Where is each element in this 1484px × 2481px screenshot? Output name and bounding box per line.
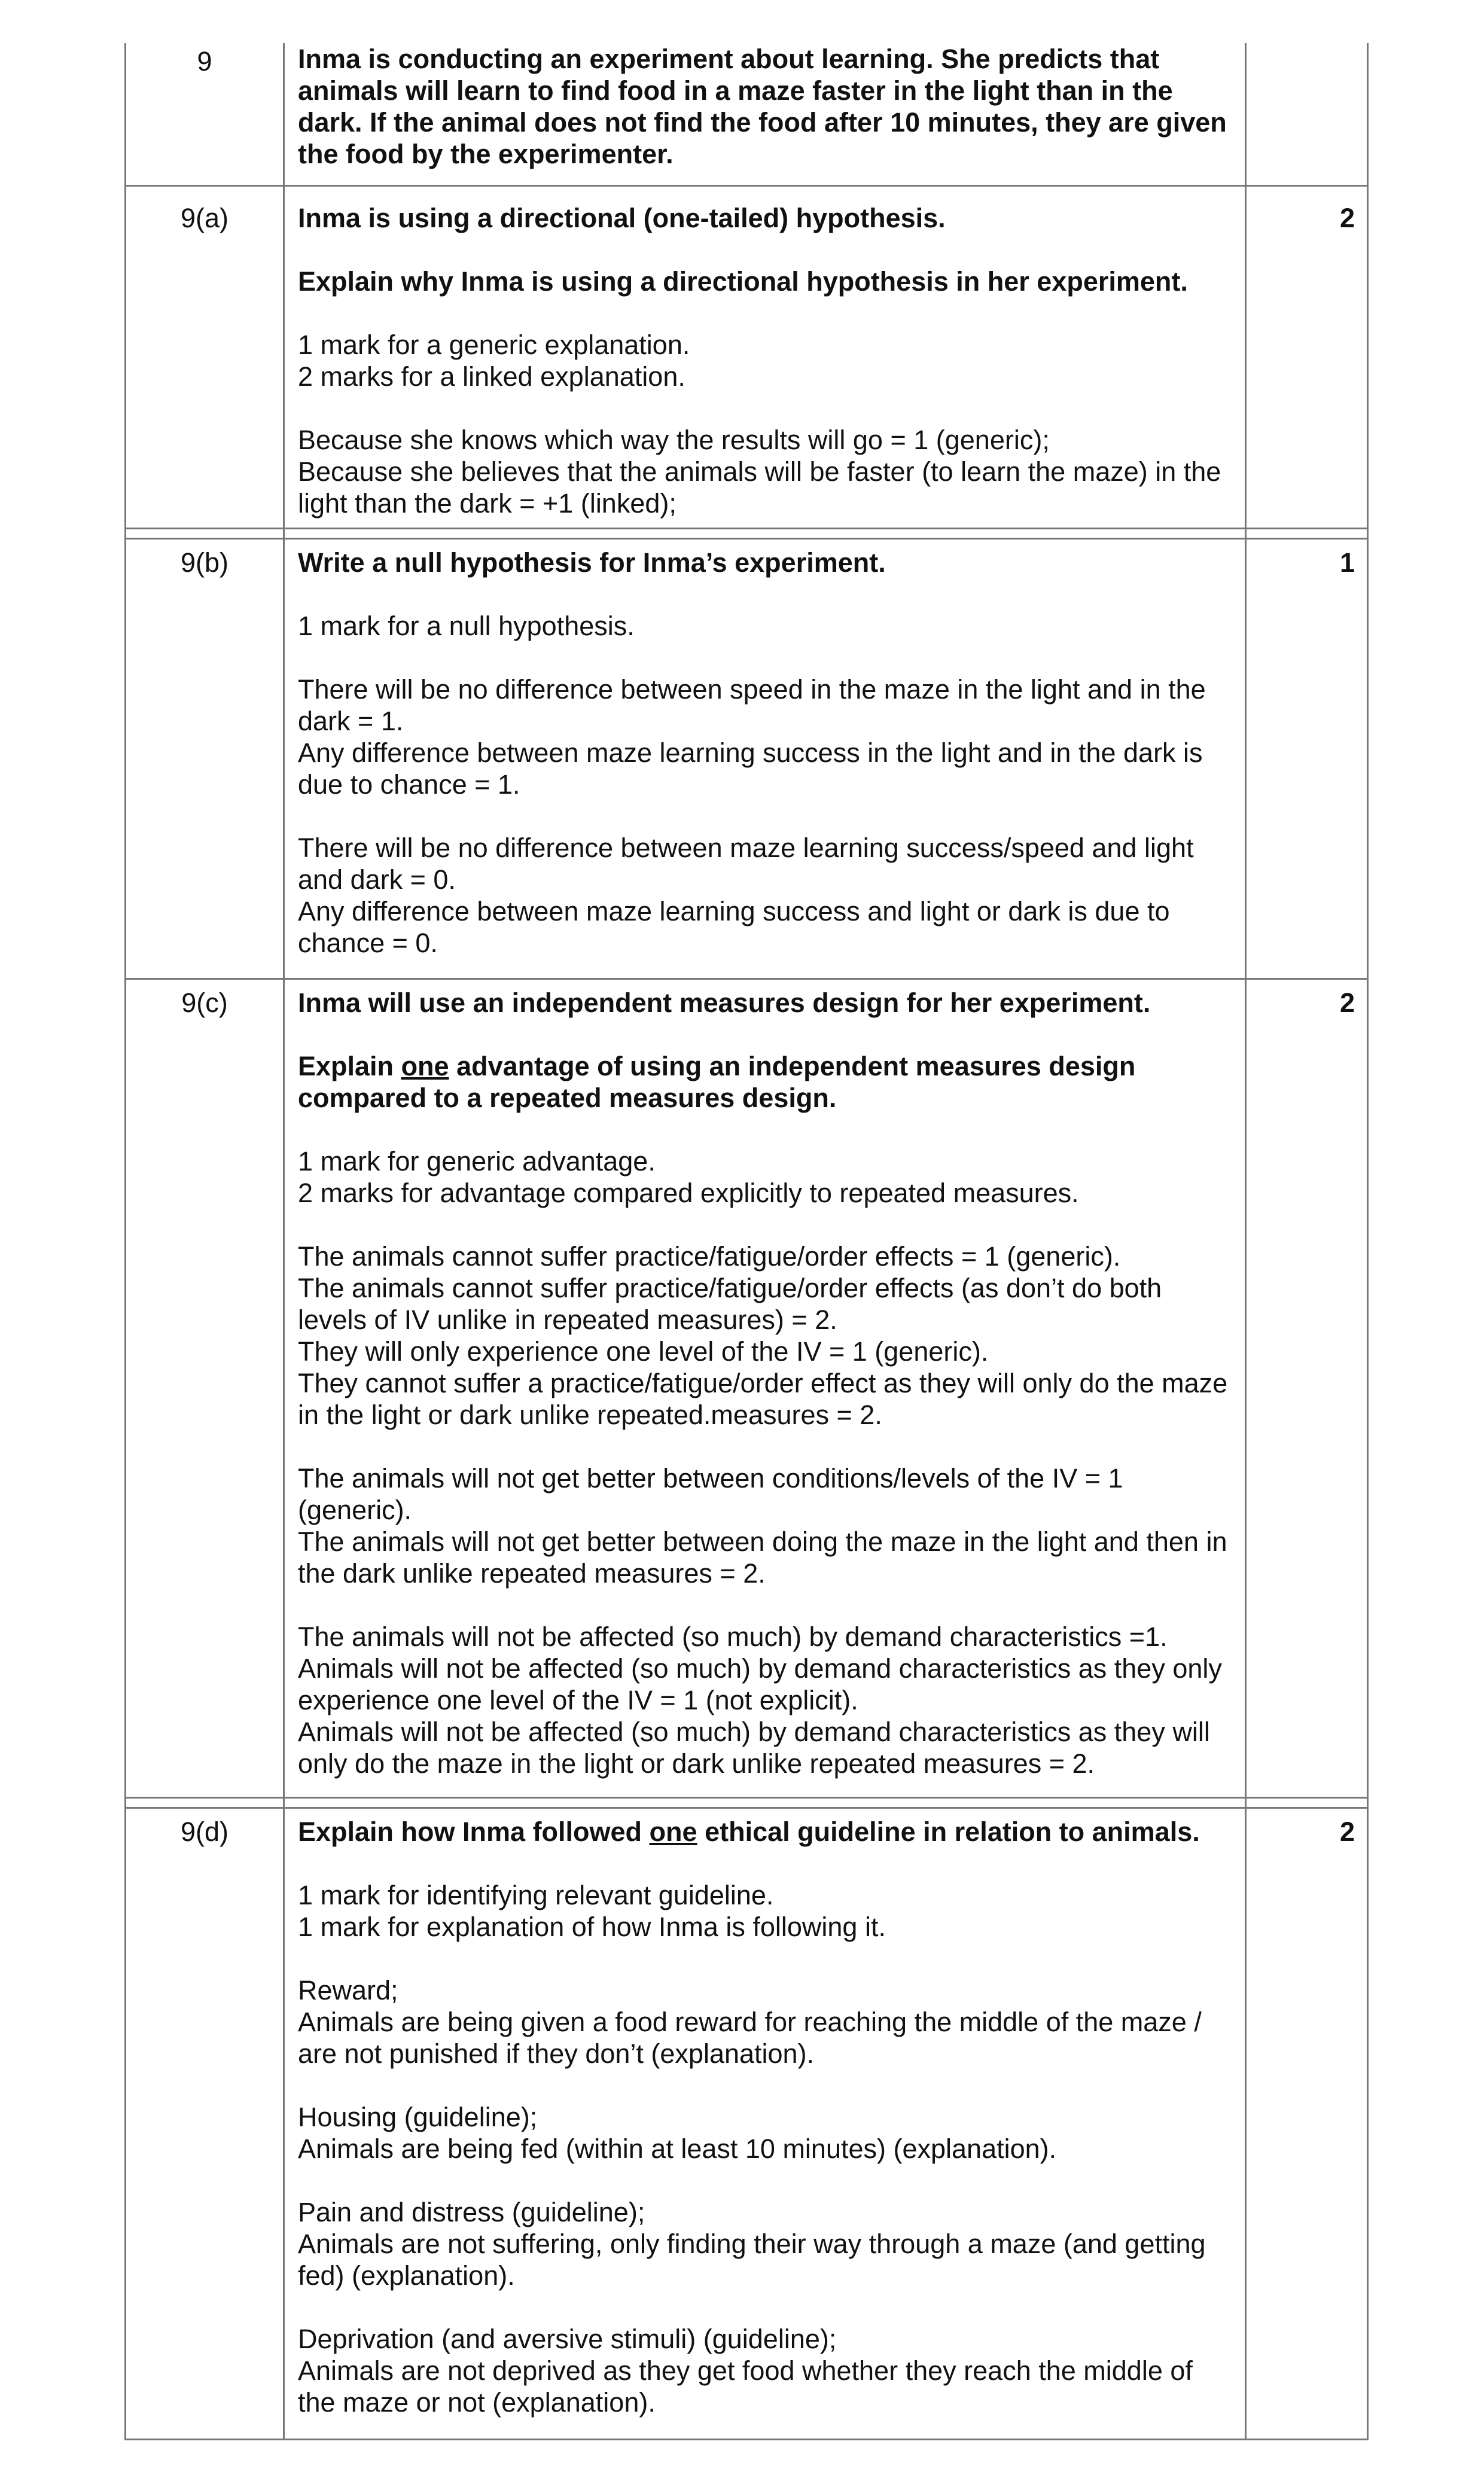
answer-line: The animals will not get better between doing the maze in the light and then in the dark unlike repeated measures = 2. [298,1526,1235,1589]
guideline-name: Housing (guideline); [298,2102,538,2132]
answer-line: The animals cannot suffer practice/fatigue/order effects (as don’t do both levels of IV unlike in repeated measures) = 2. [298,1273,1169,1335]
answer-line: Because she believes that the animals will be faster (to learn the maze) in the light than the dark = +1 (linked); [298,456,1229,519]
guideline-name: Deprivation (and aversive stimuli) (guideline); [298,2324,837,2354]
prompt-text: advantage of using an independent measures design compared to a repeated measures design. [298,1051,1143,1113]
question-prompt: Inma will use an independent measures design for her experiment. [298,987,1151,1018]
answer-line: There will be no difference between maze learning success/speed and light and dark = 0. [298,833,1202,895]
marking-guidance: 1 mark for explanation of how Inma is following it. [298,1912,886,1942]
question-row-9c [124,980,1369,1797]
marks-cell: 2 [1339,987,1355,1018]
mark-scheme-table [124,43,1369,2440]
question-row-9d [124,1809,1369,2440]
marks-cell: 2 [1339,203,1355,233]
question-number: 9 [126,43,285,185]
marking-guidance: 1 mark for a null hypothesis. [298,611,635,641]
marks-cell: 2 [1339,1816,1355,1847]
question-stem: Inma is conducting an experiment about learning. She predicts that animals will learn to find food in a maze faster in the light than in the dark. If the animal does not find the food after 10 minutes, they are given the food by the experimenter. [298,44,1235,169]
prompt-text: ethical guideline in relation to animals. [697,1816,1200,1847]
prompt-emphasis: one [649,1816,697,1847]
question-row-9a [124,187,1369,528]
question-number: 9(b) [126,540,285,978]
answer-line: Any difference between maze learning success in the light and in the dark is due to chance = 1. [298,737,1211,800]
marks-cell [1247,43,1367,185]
answer-line: Any difference between maze learning success and light or dark is due to chance = 0. [298,896,1178,958]
answer-line: They cannot suffer a practice/fatigue/order effect as they will only do the maze in the light or dark unlike repeated.measures = 2. [298,1368,1235,1430]
question-text-cell [285,187,1247,528]
question-row-9b [124,540,1369,980]
marking-guidance: 2 marks for advantage compared explicitly to repeated measures. [298,1178,1079,1208]
marking-guidance: 1 mark for identifying relevant guideline. [298,1880,774,1910]
guideline-name: Pain and distress (guideline); [298,2197,645,2227]
answer-line: The animals cannot suffer practice/fatigue/order effects = 1 (generic). [298,1241,1121,1272]
answer-line: The animals will not get better between conditions/levels of the IV = 1 (generic). [298,1463,1131,1525]
question-prompt: Write a null hypothesis for Inma’s experiment. [298,547,886,578]
question-number: 9(d) [126,1809,285,2439]
prompt-text: Explain [298,1051,401,1081]
answer-line: The animals will not be affected (so much) by demand characteristics =1. [298,1622,1168,1652]
marks-cell: 1 [1339,547,1355,578]
answer-line: Animals will not be affected (so much) by demand characteristics as they will only do the maze in the light or dark unlike repeated measures = 2. [298,1717,1218,1779]
prompt-text: Explain how Inma followed [298,1816,650,1847]
answer-line: Because she knows which way the results will go = 1 (generic); [298,425,1050,455]
prompt-emphasis: one [401,1051,449,1081]
guideline-explanation: Animals are not suffering, only finding their way through a maze (and getting fed) (explanation). [298,2229,1214,2291]
question-text-cell [285,43,1247,185]
question-prompt [298,1050,1236,1114]
guideline-explanation: Animals are not deprived as they get food whether they reach the middle of the maze or not (explanation). [298,2355,1200,2418]
question-prompt: Explain why Inma is using a directional hypothesis in her experiment. [298,266,1188,297]
row-separator [124,528,1369,540]
question-number: 9(a) [126,187,285,528]
question-text-cell [285,1809,1247,2439]
row-separator [124,1797,1369,1809]
guideline-name: Reward; [298,1975,398,2005]
guideline-explanation: Animals are being given a food reward for reaching the middle of the maze / are not punished if they don’t (explanation). [298,2007,1209,2069]
question-prompt [298,1816,1236,1848]
answer-line: They will only experience one level of the IV = 1 (generic). [298,1336,989,1367]
question-number: 9(c) [126,980,285,1797]
question-text-cell [285,980,1247,1797]
question-prompt: Inma is using a directional (one-tailed) hypothesis. [298,203,946,233]
guideline-explanation: Animals are being fed (within at least 10 minutes) (explanation). [298,2133,1057,2164]
marking-guidance: 1 mark for generic advantage. [298,1146,656,1177]
marking-guidance: 2 marks for a linked explanation. [298,361,685,392]
answer-line: There will be no difference between speed in the maze in the light and in the dark = 1. [298,674,1214,736]
marking-guidance: 1 mark for a generic explanation. [298,330,690,360]
question-text-cell [285,540,1247,978]
question-row-9 [124,43,1369,187]
answer-line: Animals will not be affected (so much) by demand characteristics as they only experience one level of the IV = 1 (not explicit). [298,1653,1230,1715]
